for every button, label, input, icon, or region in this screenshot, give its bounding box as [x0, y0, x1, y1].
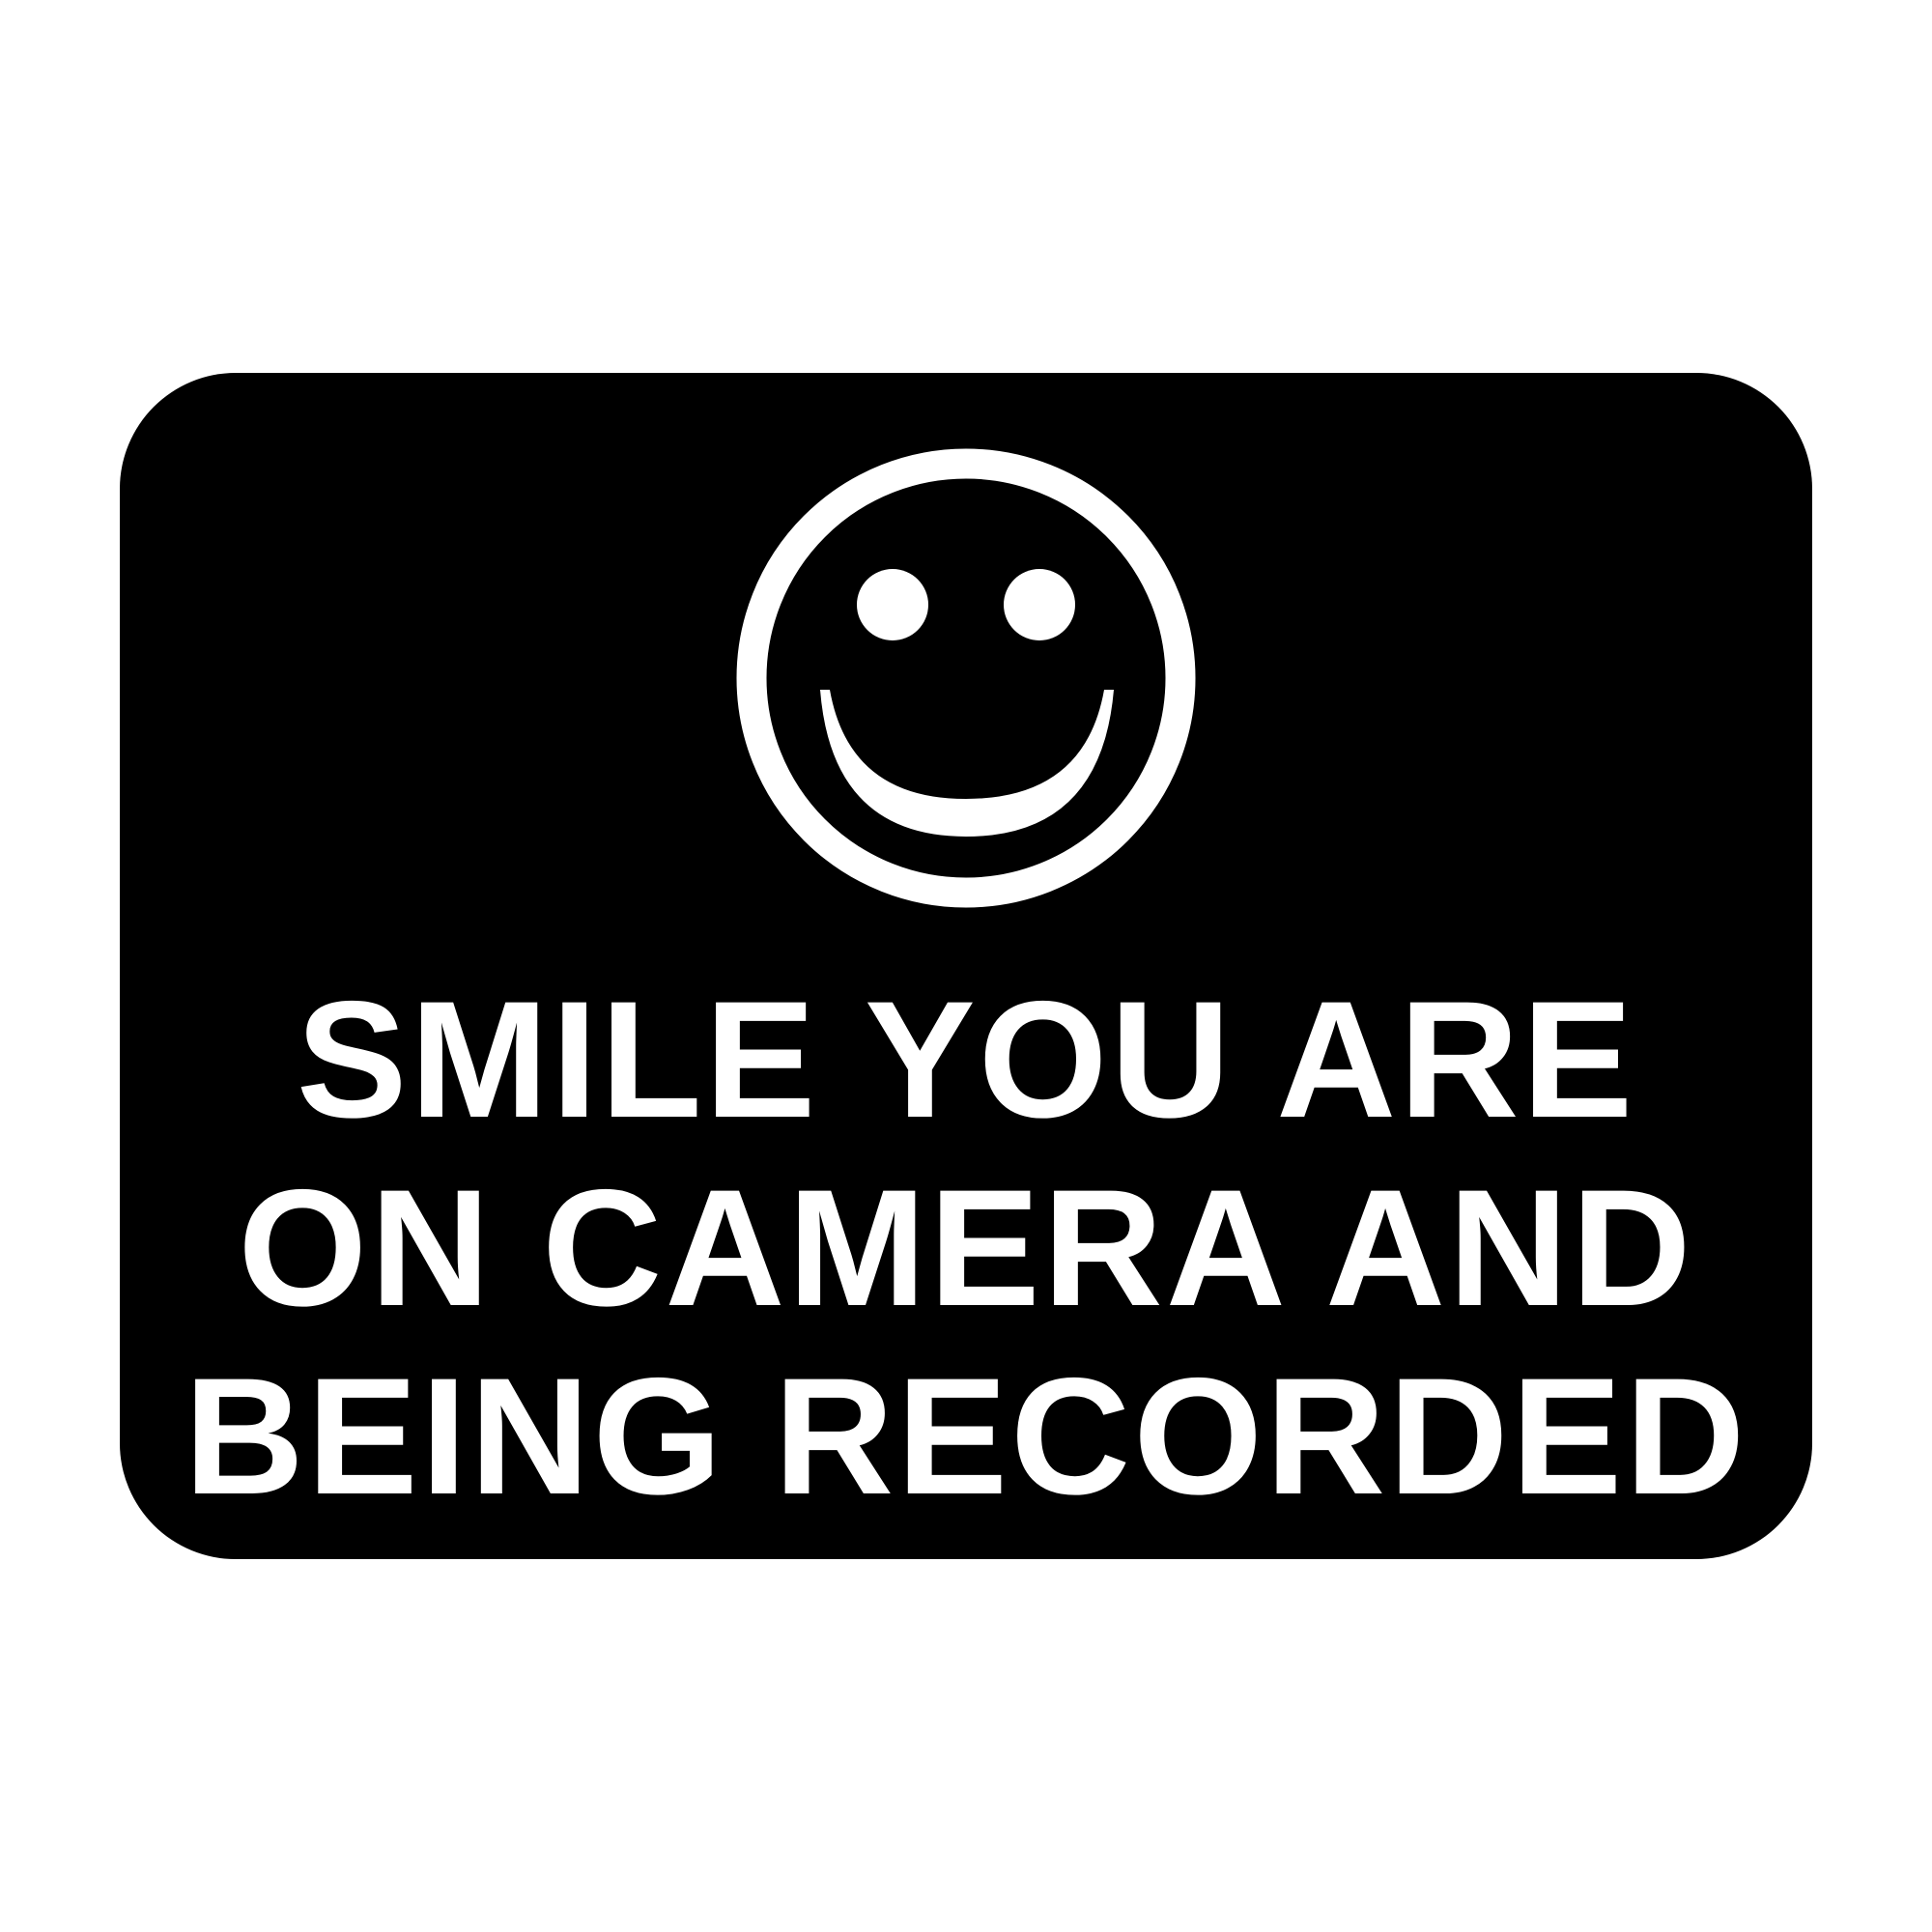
smiley-face-icon: [734, 446, 1198, 910]
left-eye: [857, 569, 928, 640]
sign-message: [120, 966, 1812, 1531]
sign-line-3: BEING RECORDED: [184, 1344, 1748, 1529]
right-eye: [1004, 569, 1075, 640]
sign-line-2: ON CAMERA AND: [238, 1155, 1694, 1341]
sign-line-1: SMILE YOU ARE: [296, 967, 1636, 1152]
smile-mouth: [820, 690, 1114, 837]
